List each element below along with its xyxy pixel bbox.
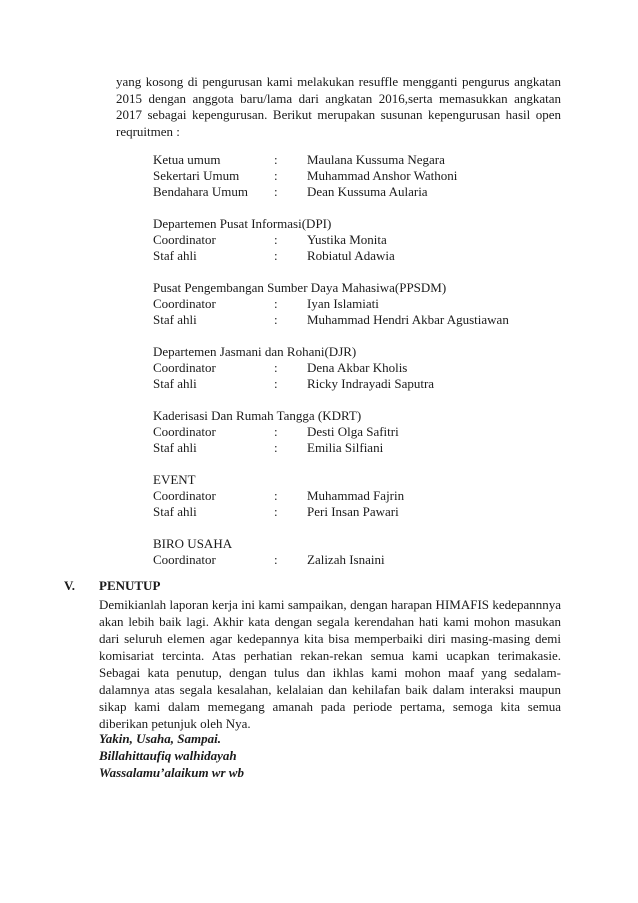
role-label: Staf ahli [153, 440, 197, 455]
group-event [153, 472, 573, 520]
person-name: Iyan Islamiati [307, 296, 379, 311]
role-label: Coordinator [153, 296, 216, 311]
role-label: Bendahara Umum [153, 184, 248, 199]
section-title: PENUTUP [99, 578, 161, 593]
colon-separator: : [274, 440, 278, 455]
person-name: Zalizah Isnaini [307, 552, 385, 567]
group-ppsdm [153, 280, 573, 328]
signoff-line: Wassalamu’alaikum wr wb [99, 765, 244, 780]
officer-row [153, 312, 573, 328]
role-label: Coordinator [153, 232, 216, 247]
department-title: Kaderisasi Dan Rumah Tangga (KDRT) [153, 408, 362, 423]
role-label: Staf ahli [153, 312, 197, 327]
officer-row [153, 488, 573, 504]
person-name: Peri Insan Pawari [307, 504, 399, 519]
colon-separator: : [274, 168, 278, 183]
colon-separator: : [274, 232, 278, 247]
person-name: Dean Kussuma Aularia [307, 184, 428, 199]
closing-paragraph: Demikianlah laporan kerja ini kami sampaikan, dengan harapan HIMAFIS kedepannnya akan lebih baik lagi. Akhir kata dengan segala kerendahan hati kami mohon masukan dari seluruh elemen agar kedepannya kita bisa memperbaiki diri masing-masing demi komisariat tercinta. Atas perhatian rekan-rekan semua kami ucapkan terimakasie. Sebagai kata penutup, dengan tulus dan ikhlas kami mohon maaf yang sedalam-dalamnya atas segala kesalahan, kelalaian dan kehilafan baik dalam interaksi maupun sikap kami dalam memegang amanah pada periode pertama, semoga kita semua diberikan petunjuk oleh Nya. [99, 597, 561, 731]
signoff-line: Yakin, Usaha, Sampai. [99, 731, 221, 746]
person-name: Emilia Silfiani [307, 440, 384, 455]
colon-separator: : [274, 552, 278, 567]
officer-row [153, 376, 573, 392]
officer-row [153, 152, 573, 168]
group-dpi [153, 216, 573, 264]
section-number: V. [64, 578, 75, 593]
officer-row [153, 440, 573, 456]
person-name: Maulana Kussuma Negara [307, 152, 445, 167]
person-name: Muhammad Hendri Akbar Agustiawan [307, 312, 509, 327]
role-label: Sekertari Umum [153, 168, 240, 183]
officer-row [153, 360, 573, 376]
person-name: Desti Olga Safitri [307, 424, 399, 439]
department-title: Pusat Pengembangan Sumber Daya Mahasiwa(PPSDM) [153, 280, 447, 295]
officer-row [153, 248, 573, 264]
group-kdrt [153, 408, 573, 456]
officer-row [153, 504, 573, 520]
intro-paragraph: yang kosong di pengurusan kami melakukan resuffle mengganti pengurus angkatan 2015 dengan anggota baru/lama dari angkatan 2016,serta memasukkan angkatan 2017 sebagai kepengurusan. Berikut merupakan susunan kepengurusan hasil open reqruitmen : [116, 74, 561, 139]
colon-separator: : [274, 504, 278, 519]
colon-separator: : [274, 184, 278, 199]
role-label: Staf ahli [153, 504, 197, 519]
role-label: Ketua umum [153, 152, 221, 167]
role-label: Coordinator [153, 360, 216, 375]
officer-row [153, 552, 573, 568]
colon-separator: : [274, 488, 278, 503]
department-title: BIRO USAHA [153, 536, 233, 551]
officer-row [153, 424, 573, 440]
colon-separator: : [274, 360, 278, 375]
group-djr [153, 344, 573, 392]
role-label: Coordinator [153, 552, 216, 567]
officer-row [153, 168, 573, 184]
colon-separator: : [274, 296, 278, 311]
colon-separator: : [274, 376, 278, 391]
person-name: Muhammad Anshor Wathoni [307, 168, 458, 183]
role-label: Staf ahli [153, 376, 197, 391]
department-title: EVENT [153, 472, 196, 487]
signoff-line: Billahittaufiq walhidayah [99, 748, 237, 763]
signoff-block [99, 730, 499, 781]
role-label: Coordinator [153, 488, 216, 503]
officer-row [153, 232, 573, 248]
department-title: Departemen Jasmani dan Rohani(DJR) [153, 344, 357, 359]
colon-separator: : [274, 152, 278, 167]
officer-row [153, 184, 573, 200]
group-biro-usaha [153, 536, 573, 568]
role-label: Staf ahli [153, 248, 197, 263]
person-name: Robiatul Adawia [307, 248, 395, 263]
colon-separator: : [274, 248, 278, 263]
person-name: Ricky Indrayadi Saputra [307, 376, 435, 391]
group-core-officers [153, 152, 573, 200]
role-label: Coordinator [153, 424, 216, 439]
person-name: Dena Akbar Kholis [307, 360, 408, 375]
department-title: Departemen Pusat Informasi(DPI) [153, 216, 332, 231]
colon-separator: : [274, 424, 278, 439]
organization-structure [153, 152, 573, 584]
officer-row [153, 296, 573, 312]
colon-separator: : [274, 312, 278, 327]
person-name: Muhammad Fajrin [307, 488, 405, 503]
person-name: Yustika Monita [307, 232, 387, 247]
